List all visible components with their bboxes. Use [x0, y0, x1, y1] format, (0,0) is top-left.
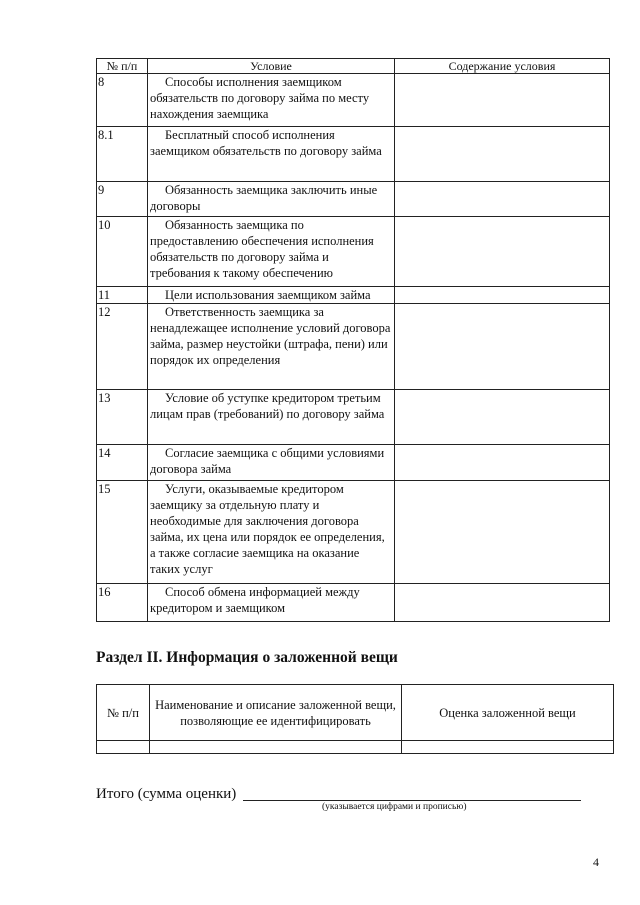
- table-row: [97, 481, 610, 584]
- row-num: 13: [97, 390, 148, 445]
- page-number: 4: [593, 855, 599, 869]
- pledged-valuation-cell: [402, 741, 614, 754]
- row-content: [395, 584, 610, 622]
- row-condition: Бесплатный способ исполнения заемщиком обязательств по договору займа: [150, 128, 382, 158]
- row-condition: Способ обмена информацией между кредитором и заемщиком: [150, 585, 360, 615]
- row-content: [395, 182, 610, 217]
- total-label: Итого (сумма оценки): [96, 786, 237, 802]
- row-content: [395, 287, 610, 304]
- row-condition: Обязанность заемщика по предоставлению обеспечения исполнения обязательств по договору займа и требования к такому обеспечению: [150, 218, 374, 280]
- table-row: [97, 182, 610, 217]
- row-num: 15: [97, 481, 148, 584]
- row-content: [395, 481, 610, 584]
- pledged-item-table: [96, 684, 614, 754]
- row-condition: Ответственность заемщика за ненадлежащее исполнение условий договора займа, размер неустойки (штрафа, пени) или порядок их определения: [150, 305, 391, 367]
- row-condition: Услуги, оказываемые кредитором заемщику за отдельную плату и необходимые для заключения договора займа, их цена или порядок ее определения, а также согласие заемщика на оказание таких услуг: [150, 482, 385, 576]
- conditions-header-row: [97, 59, 610, 74]
- section-title: Раздел II. Информация о заложенной вещи: [96, 649, 398, 666]
- pledged-empty-row: [97, 741, 614, 754]
- row-content: [395, 304, 610, 390]
- row-condition: Цели использования заемщиком займа: [165, 288, 371, 302]
- table-row: [97, 287, 610, 304]
- row-num: 14: [97, 445, 148, 481]
- table-row: [97, 445, 610, 481]
- row-content: [395, 445, 610, 481]
- table-row: [97, 304, 610, 390]
- row-condition: Условие об уступке кредитором третьим лицам прав (требований) по договору займа: [150, 391, 385, 421]
- header-condition: Условие: [148, 59, 395, 74]
- row-condition: Согласие заемщика с общими условиями договора займа: [150, 446, 385, 476]
- pledged-header-valuation: Оценка заложенной вещи: [402, 685, 614, 741]
- total-hint: (указывается цифрами и прописью): [322, 802, 467, 812]
- pledged-header-num: № п/п: [97, 685, 150, 741]
- pledged-num-cell: [97, 741, 150, 754]
- row-num: 10: [97, 217, 148, 287]
- pledged-header-description: Наименование и описание заложенной вещи, позволяющие ее идентифицировать: [150, 685, 402, 741]
- row-num: 8: [97, 74, 148, 127]
- row-num: 12: [97, 304, 148, 390]
- row-num: 16: [97, 584, 148, 622]
- row-num: 8.1: [97, 127, 148, 182]
- header-num: № п/п: [97, 59, 148, 74]
- table-row: [97, 74, 610, 127]
- row-num: 11: [97, 287, 148, 304]
- row-content: [395, 74, 610, 127]
- table-row: [97, 390, 610, 445]
- row-content: [395, 217, 610, 287]
- total-blank-line: [243, 800, 581, 801]
- row-content: [395, 127, 610, 182]
- row-num: 9: [97, 182, 148, 217]
- table-row: [97, 584, 610, 622]
- row-condition: Обязанность заемщика заключить иные договоры: [150, 183, 378, 213]
- row-condition: Способы исполнения заемщиком обязательств по договору займа по месту нахождения заемщика: [150, 75, 370, 121]
- row-content: [395, 390, 610, 445]
- conditions-table: [96, 58, 610, 622]
- table-row: [97, 127, 610, 182]
- pledged-header-row: [97, 685, 614, 741]
- header-content: Содержание условия: [395, 59, 610, 74]
- table-row: [97, 217, 610, 287]
- pledged-description-cell: [150, 741, 402, 754]
